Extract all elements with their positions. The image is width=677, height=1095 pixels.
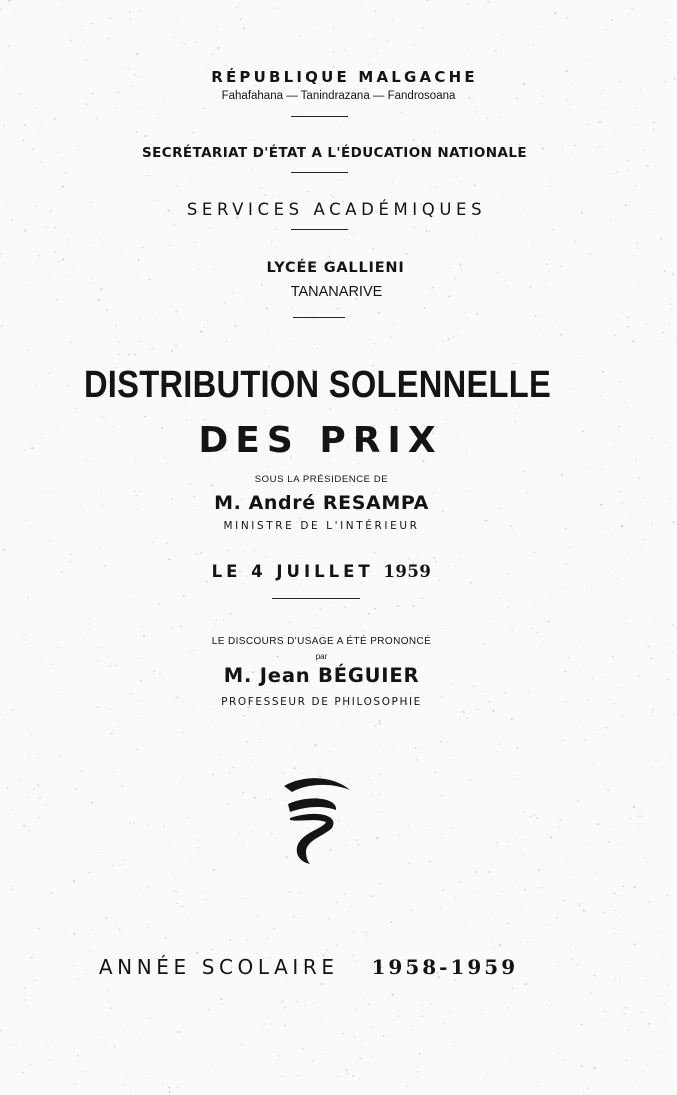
date-label: LE 4 JUILLET [211,562,374,581]
speech-par: par [315,652,328,661]
main-title-line1: DISTRIBUTION SOLENNELLE [83,364,552,406]
divider-5 [272,598,360,599]
divider-2 [291,172,348,173]
divider-3 [291,229,348,230]
school-year-range: 1958-1959 [371,955,519,979]
ceremony-date [0,562,660,581]
president-name: M. André RESAMPA [214,492,429,514]
divider-4 [293,317,345,318]
flourish-ornament-icon [270,770,360,870]
services-heading: SERVICES ACADÉMIQUES [186,200,487,219]
divider-1 [291,116,348,117]
republic-heading: RÉPUBLIQUE MALGACHE [211,68,478,86]
city-name: TANANARIVE [290,284,383,300]
speech-intro: LE DISCOURS D'USAGE A ÉTÉ PRONONCÉ [211,636,432,647]
presidency-intro: SOUS LA PRÉSIDENCE DE [254,474,389,485]
school-year-label: ANNÉE SCOLAIRE [98,955,339,979]
orator-name: M. Jean BÉGUIER [223,664,420,687]
national-motto: Fahafahana — Tanindrazana — Fandrosoana [221,90,456,102]
school-name: LYCÉE GALLIENI [266,260,405,276]
ministry-heading: SECRÉTARIAT D'ÉTAT A L'ÉDUCATION NATIONALE [142,145,527,161]
orator-role: PROFESSEUR DE PHILOSOPHIE [221,696,422,708]
date-year: 1959 [383,562,432,581]
president-role: MINISTRE DE L'INTÉRIEUR [223,520,420,532]
main-title-line2: DES PRIX [198,420,443,461]
school-year [0,955,647,979]
